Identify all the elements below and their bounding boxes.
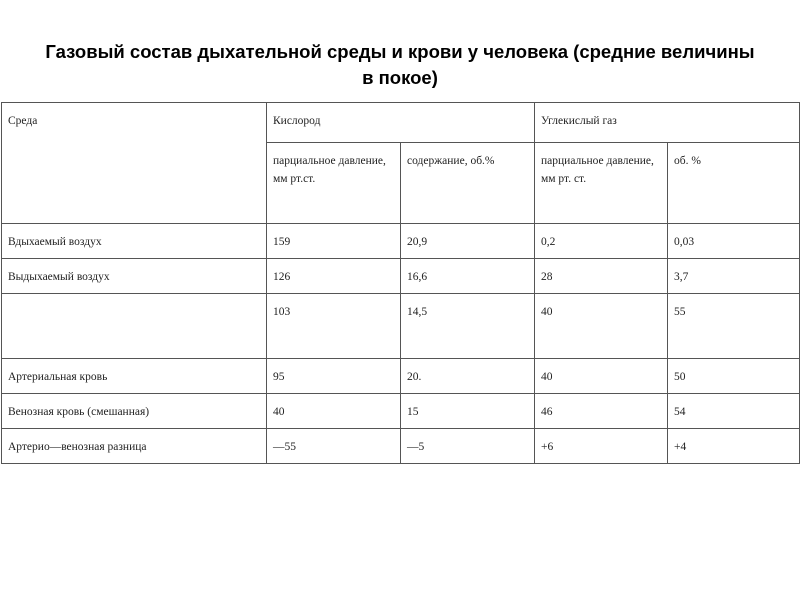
table-row: [2, 224, 800, 259]
title-line-1: Газовый состав дыхательной среды и крови у человека (средние величины: [45, 41, 755, 62]
cell-medium: Артериальная кровь: [2, 359, 267, 394]
subheader-co2-pressure: парциальное давление, мм рт. ст.: [535, 143, 668, 224]
cell-o2-pressure: 95: [267, 359, 401, 394]
table-row: [2, 259, 800, 294]
cell-co2-pressure: 40: [535, 294, 668, 359]
cell-o2-content: 14,5: [401, 294, 535, 359]
cell-co2-content: 0,03: [668, 224, 800, 259]
table-header-row: [2, 103, 800, 143]
header-oxygen: Кислород: [267, 103, 535, 143]
cell-medium: [2, 294, 267, 359]
cell-o2-content: 20,9: [401, 224, 535, 259]
cell-medium: Выдыхаемый воздух: [2, 259, 267, 294]
cell-o2-pressure: 126: [267, 259, 401, 294]
cell-o2-pressure: —55: [267, 429, 401, 464]
cell-co2-content: 50: [668, 359, 800, 394]
cell-o2-pressure: 40: [267, 394, 401, 429]
subheader-o2-content: содержание, об.%: [401, 143, 535, 224]
subheader-o2-pressure: парциальное давление, мм рт.ст.: [267, 143, 401, 224]
cell-medium: Вдыхаемый воздух: [2, 224, 267, 259]
header-co2: Углекислый газ: [535, 103, 800, 143]
cell-o2-pressure: 103: [267, 294, 401, 359]
cell-co2-pressure: 46: [535, 394, 668, 429]
cell-o2-pressure: 159: [267, 224, 401, 259]
subheader-co2-content: об. %: [668, 143, 800, 224]
table-row: [2, 359, 800, 394]
cell-co2-pressure: +6: [535, 429, 668, 464]
cell-o2-content: —5: [401, 429, 535, 464]
cell-co2-content: 54: [668, 394, 800, 429]
page-title: [0, 39, 800, 91]
cell-co2-pressure: 0,2: [535, 224, 668, 259]
cell-o2-content: 16,6: [401, 259, 535, 294]
cell-o2-content: 20.: [401, 359, 535, 394]
gas-composition-table: [1, 102, 800, 464]
header-medium: Среда: [2, 103, 267, 224]
table-row: [2, 294, 800, 359]
cell-medium: Артерио—венозная разница: [2, 429, 267, 464]
cell-co2-content: +4: [668, 429, 800, 464]
cell-co2-pressure: 28: [535, 259, 668, 294]
table-row: [2, 394, 800, 429]
cell-co2-content: 3,7: [668, 259, 800, 294]
cell-o2-content: 15: [401, 394, 535, 429]
table-row: [2, 429, 800, 464]
title-line-2: в покое): [362, 67, 438, 88]
cell-co2-content: 55: [668, 294, 800, 359]
cell-medium: Венозная кровь (смешанная): [2, 394, 267, 429]
cell-co2-pressure: 40: [535, 359, 668, 394]
